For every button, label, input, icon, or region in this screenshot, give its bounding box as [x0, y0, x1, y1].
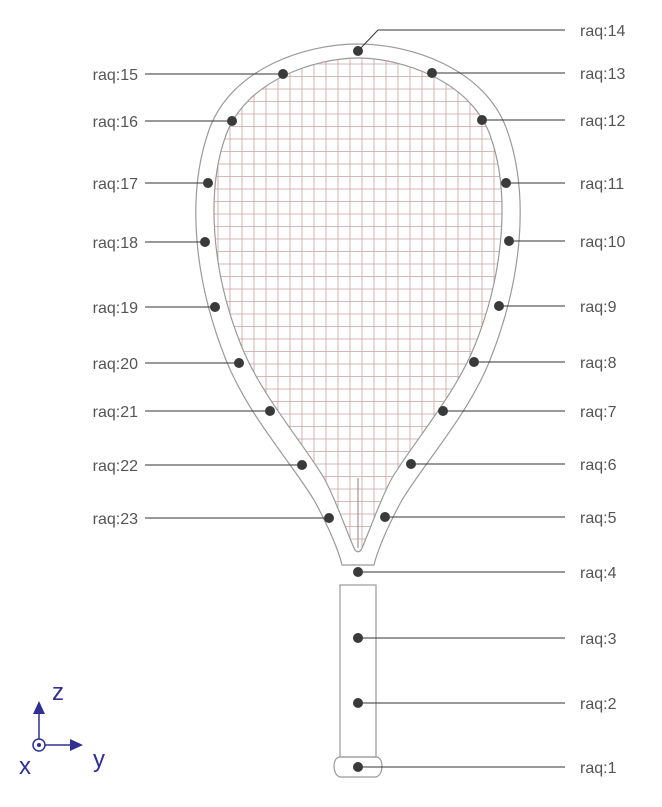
marker-12 — [477, 113, 625, 130]
marker-13 — [427, 66, 625, 83]
marker-21 — [93, 404, 275, 421]
marker-14 — [353, 23, 625, 56]
y-axis-label: y — [93, 746, 105, 773]
marker-dot — [200, 237, 210, 247]
marker-dot — [203, 178, 213, 188]
marker-4 — [353, 565, 617, 582]
marker-dot — [265, 406, 275, 416]
marker-layer — [93, 23, 626, 777]
marker-15 — [93, 67, 288, 84]
marker-label: raq:6 — [580, 457, 617, 474]
marker-label: raq:4 — [580, 565, 617, 582]
leader-line — [358, 30, 565, 51]
marker-dot — [297, 460, 307, 470]
marker-dot — [353, 633, 363, 643]
marker-dot — [504, 236, 514, 246]
marker-dot — [353, 46, 363, 56]
marker-label: raq:17 — [92, 176, 138, 193]
marker-5 — [380, 510, 617, 527]
marker-dot — [427, 68, 437, 78]
z-axis-label: z — [52, 679, 64, 706]
marker-label: raq:12 — [580, 113, 626, 130]
marker-label: raq:19 — [92, 300, 138, 317]
marker-18 — [93, 235, 210, 252]
marker-6 — [406, 457, 617, 474]
marker-23 — [93, 511, 334, 528]
marker-dot — [278, 69, 288, 79]
marker-3 — [353, 631, 617, 648]
marker-dot — [353, 762, 363, 772]
marker-label: raq:16 — [92, 114, 138, 131]
marker-dot — [501, 178, 511, 188]
y-arrowhead-icon — [70, 739, 83, 751]
x-axis-dot-icon — [37, 743, 41, 747]
marker-label: raq:20 — [92, 356, 138, 373]
marker-1 — [353, 760, 617, 777]
marker-22 — [93, 458, 307, 475]
marker-dot — [380, 512, 390, 522]
marker-20 — [93, 356, 244, 373]
marker-dot — [234, 358, 244, 368]
marker-label: raq:3 — [580, 631, 617, 648]
marker-dot — [324, 513, 334, 523]
marker-17 — [93, 176, 213, 193]
frame-inner — [214, 58, 502, 552]
marker-label: raq:22 — [92, 458, 138, 475]
marker-label: raq:7 — [580, 404, 617, 421]
marker-label: raq:5 — [580, 510, 617, 527]
marker-label: raq:11 — [580, 176, 625, 193]
marker-dot — [477, 115, 487, 125]
marker-dot — [210, 302, 220, 312]
marker-label: raq:1 — [580, 760, 617, 777]
marker-label: raq:18 — [92, 235, 138, 252]
string-bed — [200, 50, 520, 560]
marker-2 — [353, 696, 617, 713]
marker-label: raq:15 — [92, 67, 138, 84]
marker-dot — [469, 357, 479, 367]
marker-label: raq:10 — [580, 234, 626, 251]
marker-19 — [93, 300, 220, 317]
marker-dot — [353, 567, 363, 577]
marker-10 — [504, 234, 625, 251]
marker-label: raq:2 — [580, 696, 617, 713]
marker-7 — [438, 404, 617, 421]
marker-9 — [494, 299, 617, 316]
marker-label: raq:23 — [92, 511, 138, 528]
marker-dot — [494, 301, 504, 311]
marker-label: raq:21 — [92, 404, 138, 421]
z-arrowhead-icon — [33, 701, 45, 714]
marker-dot — [227, 116, 237, 126]
marker-dot — [438, 406, 448, 416]
marker-label: raq:9 — [580, 299, 617, 316]
marker-dot — [353, 698, 363, 708]
marker-label: raq:13 — [580, 66, 626, 83]
axis-triad — [19, 679, 105, 780]
x-axis-label: x — [19, 753, 31, 780]
marker-dot — [406, 459, 416, 469]
marker-label: raq:14 — [580, 23, 626, 40]
handle-grip — [340, 585, 376, 757]
marker-label: raq:8 — [580, 355, 617, 372]
